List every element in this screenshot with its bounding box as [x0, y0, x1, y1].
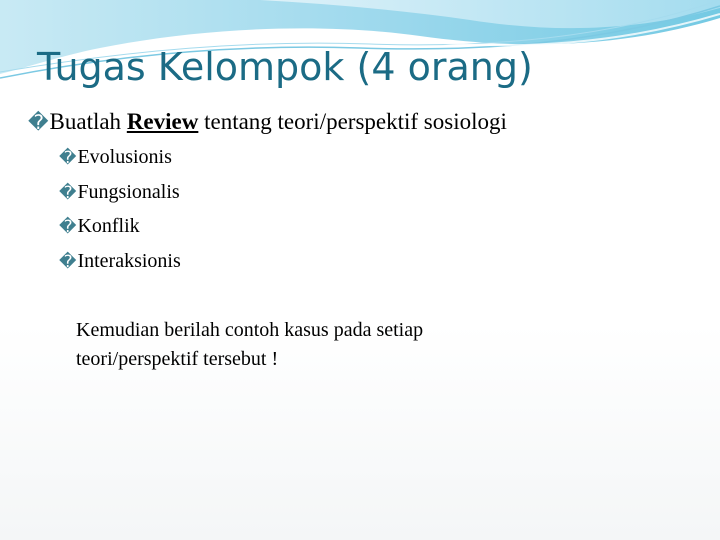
sub-bullet — [59, 212, 140, 241]
note-line: Kemudian berilah contoh kasus pada setiap — [76, 319, 424, 341]
bullet-icon: � — [59, 252, 77, 272]
sub-bullet-label: Fungsionalis — [77, 181, 180, 203]
main-bullet-prefix: Buatlah — [49, 109, 127, 134]
bullet-icon: � — [59, 217, 77, 237]
slide-title: Tugas Kelompok (4 orang) — [37, 45, 533, 89]
sub-bullet — [59, 143, 172, 172]
sub-bullet-label: Konflik — [77, 215, 140, 237]
sub-bullet-label: Evolusionis — [77, 146, 172, 168]
main-bullet-suffix: tentang teori/perspektif sosiologi — [198, 109, 507, 134]
note-line: teori/perspektif tersebut ! — [76, 348, 279, 370]
bullet-icon: � — [28, 110, 49, 134]
sub-bullet — [59, 247, 181, 276]
sub-bullet-label: Interaksionis — [77, 250, 181, 272]
bullet-icon: � — [59, 183, 77, 203]
main-bullet-emphasis: Review — [126, 109, 199, 134]
sub-bullet — [59, 178, 180, 207]
bullet-icon: � — [59, 148, 77, 168]
main-bullet — [28, 106, 507, 138]
instruction-note — [76, 316, 596, 374]
